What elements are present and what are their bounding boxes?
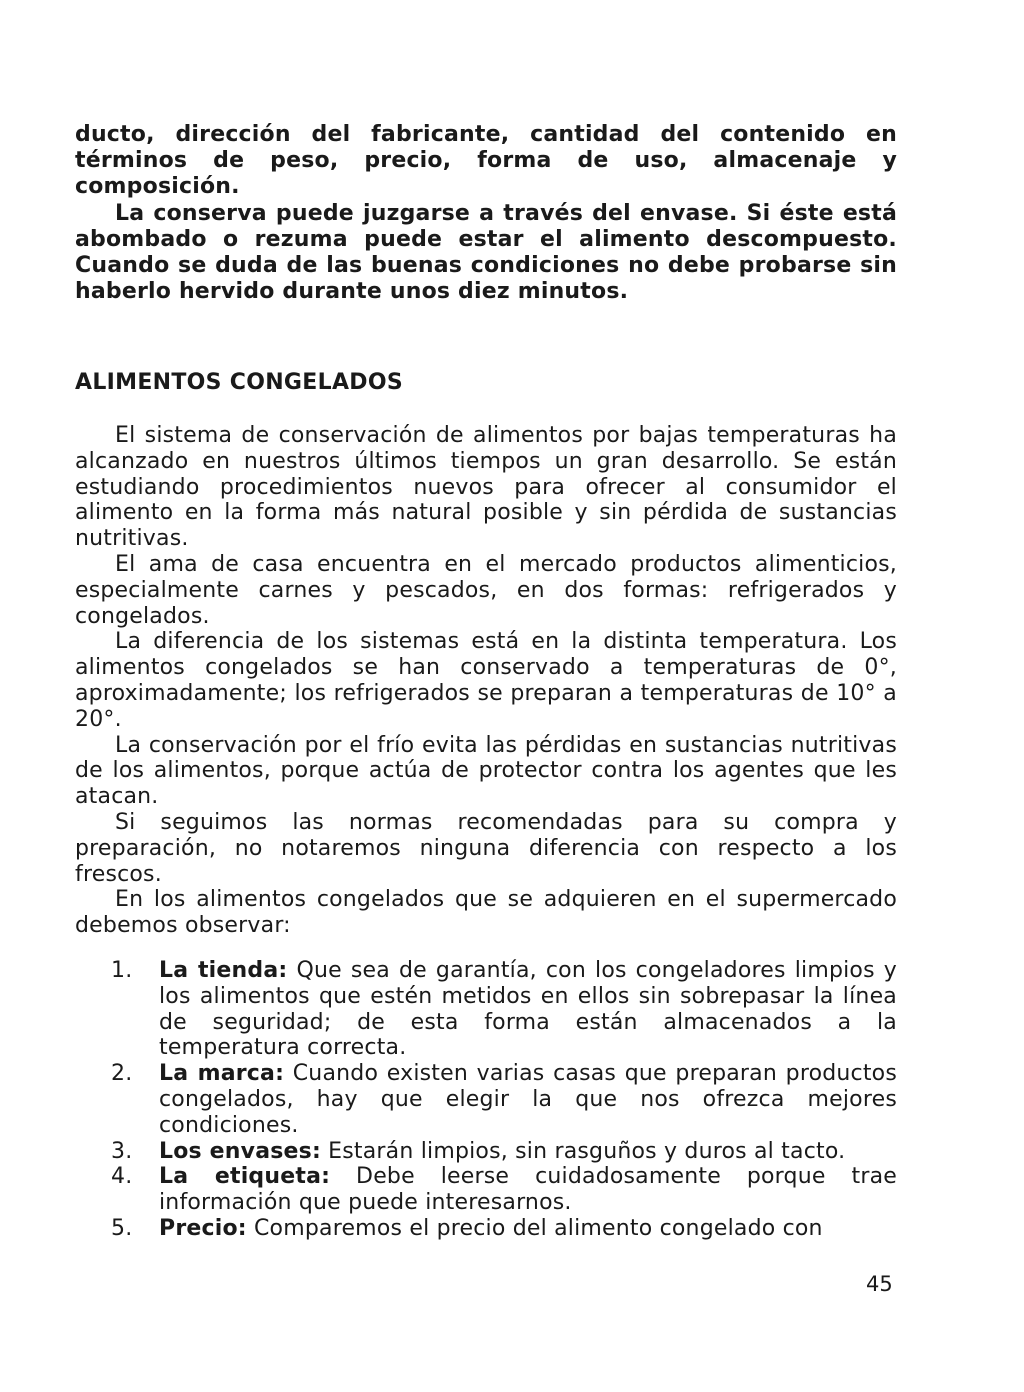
list-item-text: Que sea de garantía, con los congeladores limpios y los alimentos que estén metidos en ellos sin sobrepasar la línea de seguridad; de esta forma están almacenados a la temperatura correcta. (159, 958, 897, 1061)
list-item-body (159, 1139, 897, 1165)
list-item-number: 4. (111, 1164, 133, 1190)
section-paragraph-5: Si seguimos las normas recomendadas para su compra y preparación, no notaremos ninguna diferencia con respecto a los frescos. (75, 809, 897, 887)
section-heading: ALIMENTOS CONGELADOS (75, 370, 403, 395)
list-item (75, 1061, 897, 1138)
section-paragraph-2: El ama de casa encuentra en el mercado productos alimenticios, especialmente carnes y pescados, en dos formas: refrigerados y congelados. (75, 551, 897, 629)
intro-paragraph-2: La conserva puede juzgarse a través del envase. Si éste está abombado o rezuma puede estar el alimento descompuesto. Cuando se duda de las buenas condiciones no debe probarse sin haberlo hervido durante unos diez minutos. (75, 200, 897, 305)
list-item-body (159, 1216, 897, 1242)
list-item-body (159, 958, 897, 1061)
list-item-body (159, 1061, 897, 1138)
section-paragraph-3: La diferencia de los sistemas está en la distinta temperatura. Los alimentos congelados se han conservado a temperaturas de 0°, aproximadamente; los refrigerados se preparan a temperaturas de 10° a 20°. (75, 629, 897, 732)
list-item-label: Los envases: (159, 1138, 321, 1164)
list-item-label: La marca: (159, 1061, 285, 1087)
section-paragraph-1: El sistema de conservación de alimentos por bajas temperaturas ha alcanzado en nuestros últimos tiempos un gran desarrollo. Se están estudiando procedimientos nuevos para ofrecer al consumidor el alimento en la forma más natural posible y sin pérdida de sustancias nutritivas. (75, 423, 897, 552)
list-item-label: La tienda: (159, 958, 288, 983)
section-paragraph-6: En los alimentos congelados que se adquieren en el supermercado debemos observar: (75, 887, 897, 939)
section-paragraph-4: La conservación por el frío evita las pérdidas en sustancias nutritivas de los alimentos, porque actúa de protector contra los agentes que les atacan. (75, 732, 897, 810)
list-item-number: 5. (111, 1215, 133, 1241)
intro-paragraph-1: ducto, dirección del fabricante, cantidad del contenido en términos de peso, precio, forma de uso, almacenaje y composición. (75, 122, 897, 200)
list-item-text: Estarán limpios, sin rasguños y duros al tacto. (320, 1138, 846, 1164)
list-item-text: Cuando existen varias casas que preparan productos congelados, hay que elegir la que nos ofrezca mejores condiciones. (159, 1061, 897, 1138)
list-item-text: Debe leerse cuidadosamente porque trae información que puede interesarnos. (159, 1164, 897, 1216)
section-body (75, 423, 897, 939)
list-item-number: 3. (111, 1138, 133, 1164)
list-item-body (159, 1164, 897, 1216)
page-number: 45 (866, 1272, 893, 1296)
list-item (75, 1216, 897, 1242)
list-item-text: Comparemos el precio del alimento congelado con (246, 1215, 823, 1241)
list-item-number: 2. (111, 1061, 133, 1087)
list-item-label: La etiqueta: (159, 1164, 331, 1190)
list-item-label: Precio: (159, 1215, 247, 1241)
list-item-number: 1. (111, 958, 133, 983)
list-item (75, 958, 897, 1061)
intro-block (75, 122, 897, 305)
list-item (75, 1164, 897, 1216)
observations-list (75, 958, 897, 1242)
list-item (75, 1139, 897, 1165)
